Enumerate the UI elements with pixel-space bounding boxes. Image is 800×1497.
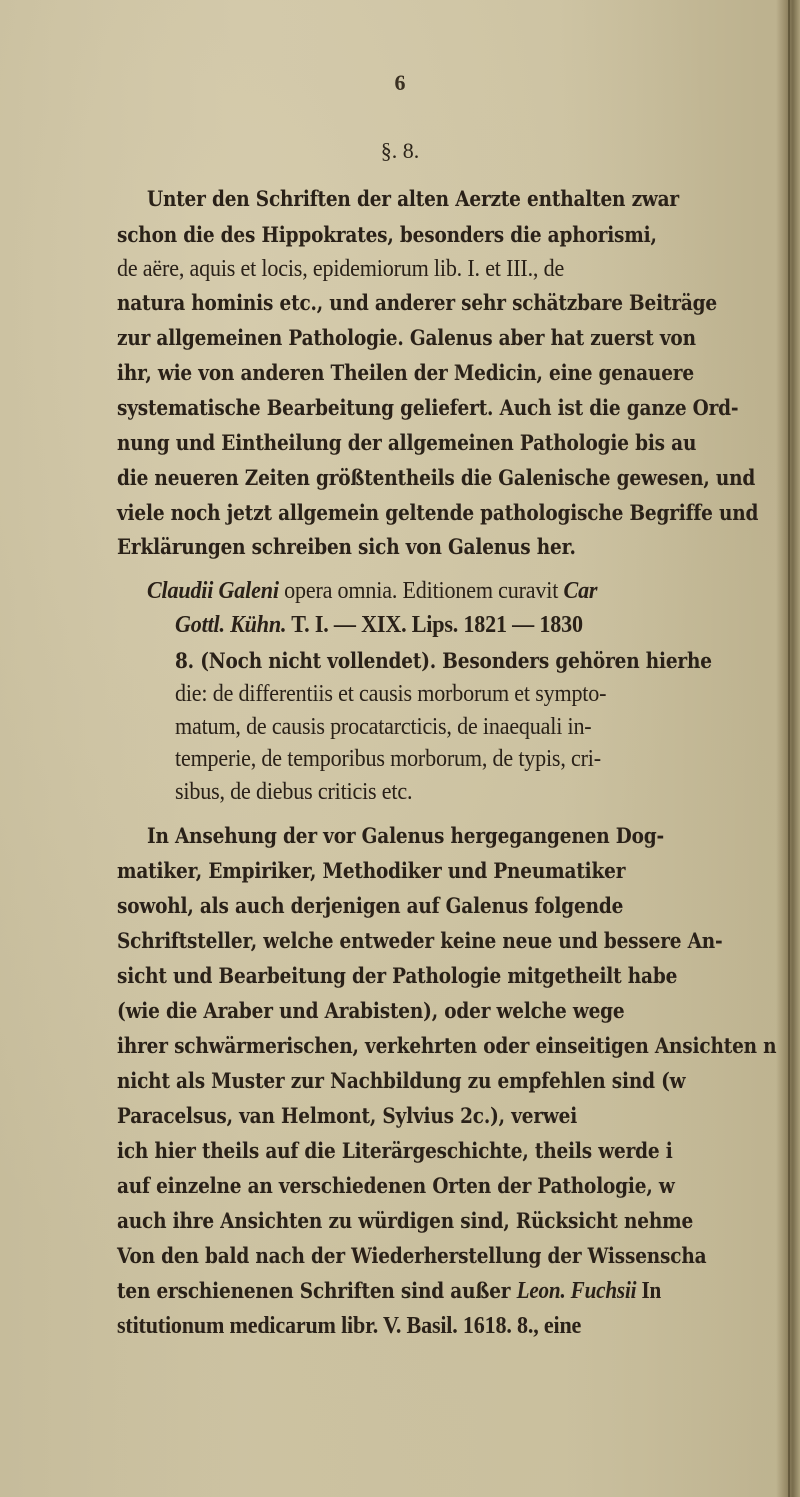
text-line: ihrer schwärmerischen, verkehrten oder einseitigen Ansichten n <box>117 1033 777 1058</box>
text-line: In Ansehung der vor Galenus hergegangenen Dog- <box>147 823 664 848</box>
citation-text: opera omnia. Editionem curavit <box>278 578 564 604</box>
citation-editor: Gottl. Kühn. <box>175 612 287 638</box>
text-line: Unter den Schriften der alten Aerzte enthalten zwar <box>147 186 680 211</box>
text-line: ich hier theils auf die Literärgeschichte, theils werde i <box>117 1138 673 1163</box>
text-line: sowohl, als auch derjenigen auf Galenus folgende <box>117 893 624 918</box>
text-line: zur allgemeinen Pathologie. Galenus aber hat zuerst von <box>117 325 696 350</box>
text-line: Paracelsus, van Helmont, Sylvius 2c.), verwei <box>117 1103 578 1128</box>
text-line: nicht als Muster zur Nachbildung zu empfehlen sind (w <box>117 1068 686 1093</box>
text-line: die neueren Zeiten größtentheils die Galenische gewesen, und <box>117 465 756 490</box>
text-line: ihr, wie von anderen Theilen der Medicin, eine genauere <box>117 360 694 385</box>
citation-line: 8. (Noch nicht vollendet). Besonders gehören hierhe <box>175 648 712 673</box>
citation-line: sibus, de diebus criticis etc. <box>175 779 413 805</box>
text-line <box>117 1278 661 1305</box>
text-fragment: In <box>636 1278 662 1304</box>
text-line: nung und Eintheilung der allgemeinen Pathologie bis au <box>117 430 697 455</box>
text-line: auch ihre Ansichten zu würdigen sind, Rücksicht nehme <box>117 1208 694 1233</box>
page-number: 6 <box>394 70 406 95</box>
citation-line <box>175 612 583 639</box>
text-line: systematische Bearbeitung geliefert. Auch ist die ganze Ord- <box>117 395 739 420</box>
citation-line: die: de differentiis et causis morborum et sympto- <box>175 681 607 707</box>
text-line: de aëre, aquis et locis, epidemiorum lib. I. et III., de <box>117 256 565 282</box>
text-line: schon die des Hippokrates, besonders die aphorismi, <box>117 222 657 247</box>
text-line: Schriftsteller, welche entweder keine neue und bessere An- <box>117 928 723 953</box>
text-line: (wie die Araber und Arabisten), oder welche wege <box>117 998 625 1023</box>
citation-author: Claudii Galeni <box>147 578 279 604</box>
section-heading: §. 8. <box>380 138 420 163</box>
text-line: sicht und Bearbeitung der Pathologie mitgetheilt habe <box>117 963 678 988</box>
cited-author: Leon. Fuchsii <box>516 1278 637 1304</box>
text-line: matiker, Empiriker, Methodiker und Pneumatiker <box>117 858 626 883</box>
text-line: natura hominis etc., und anderer sehr schätzbare Beiträge <box>117 290 717 315</box>
text-line: stitutionum medicarum libr. V. Basil. 1618. 8., eine <box>117 1313 582 1339</box>
page-edge <box>788 0 790 1497</box>
citation-editor: Car <box>563 578 598 604</box>
citation-text: T. I. — XIX. Lips. 1821 — 1830 <box>286 612 583 638</box>
citation-line: matum, de causis procatarcticis, de inaequali in- <box>175 714 592 740</box>
text-line: Erklärungen schreiben sich von Galenus her. <box>117 534 576 559</box>
citation-line <box>147 578 597 605</box>
text-fragment: ten erschienenen Schriften sind außer <box>117 1278 517 1303</box>
text-line: auf einzelne an verschiedenen Orten der Pathologie, w <box>117 1173 675 1198</box>
citation-line: temperie, de temporibus morborum, de typis, cri- <box>175 746 601 772</box>
text-line: Von den bald nach der Wiederherstellung der Wissenscha <box>117 1243 707 1268</box>
text-line: viele noch jetzt allgemein geltende pathologische Begriffe und <box>117 500 759 525</box>
